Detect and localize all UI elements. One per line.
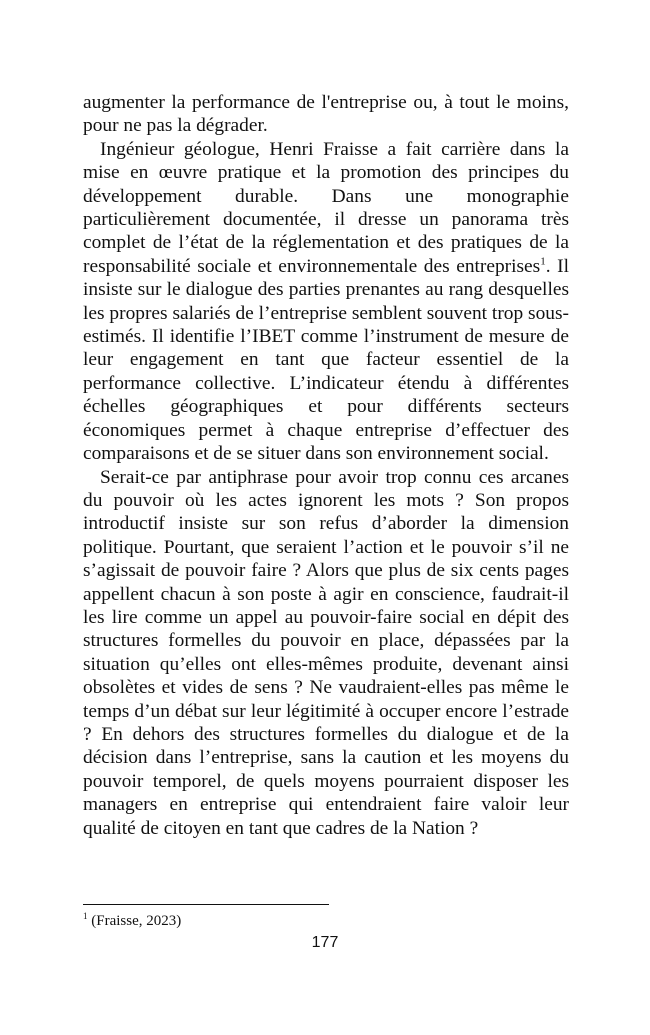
footnote-reference[interactable]: 1 bbox=[540, 255, 546, 268]
paragraph-3 bbox=[83, 466, 569, 841]
paragraph-2-text-continued: . Il insiste sur le dialogue des parties prenantes au rang desquelles les propres salariés de l’entreprise semblent souvent trop sous-estimés. Il identifie l’IBET comme l’instrument de mesure de leur engagement en tant que facteur essentiel de la performance collective. L’indicateur étendu à différentes échelles géographiques et pour différents secteurs économiques permet à chaque entreprise d’effectuer des comparaisons et de se situer dans son environnement social. bbox=[83, 255, 569, 465]
paragraph-1-text: augmenter la performance de l'entreprise ou, à tout le moins, pour ne pas la dégrader. bbox=[83, 92, 569, 137]
footnote bbox=[83, 912, 181, 930]
page-number: 177 bbox=[311, 934, 339, 951]
paragraph-3-text: Serait-ce par antiphrase pour avoir trop connu ces arcanes du pouvoir où les actes ignorent les mots ? Son propos introductif insiste sur son refus d’aborder la dimension politique. Pourtant, que seraient l’action et le pouvoir s’il ne s’agissait de pouvoir faire ? Alors que plus de six cents pages appellent chacun à son poste à agir en conscience, faudrait-il les lire comme un appel au pouvoir-faire social en dépit des structures formelles du pouvoir en place, dépassées par la situation qu’elles ont elles-mêmes produite, devenant ainsi obsolètes et vides de sens ? Ne vaudraient-elles pas même le temps d’un débat sur leur légitimité à occuper encore l’estrade ? En dehors des structures formelles du dialogue et de la décision dans l’entreprise, sans la caution et les moyens du pouvoir temporel, de quels moyens pourraient disposer les managers en entreprise qui entendraient faire valoir leur qualité de citoyen en tant que cadres de la Nation ? bbox=[83, 466, 569, 839]
paragraph-1 bbox=[83, 91, 569, 138]
paragraph-2 bbox=[83, 138, 569, 466]
footnote-separator bbox=[83, 904, 329, 905]
footnote-text: (Fraisse, 2023) bbox=[87, 913, 182, 929]
paragraph-2-text: Ingénieur géologue, Henri Fraisse a fait carrière dans la mise en œuvre pratique et la promotion des principes du développement durable. Dans une monographie particulièrement documentée, il dresse un panorama très complet de l’état de la réglementation et des pratiques de la responsabilité sociale et environnementale des entreprises bbox=[83, 138, 569, 277]
body-text bbox=[83, 91, 569, 840]
footnote-number: 1 bbox=[83, 911, 88, 921]
